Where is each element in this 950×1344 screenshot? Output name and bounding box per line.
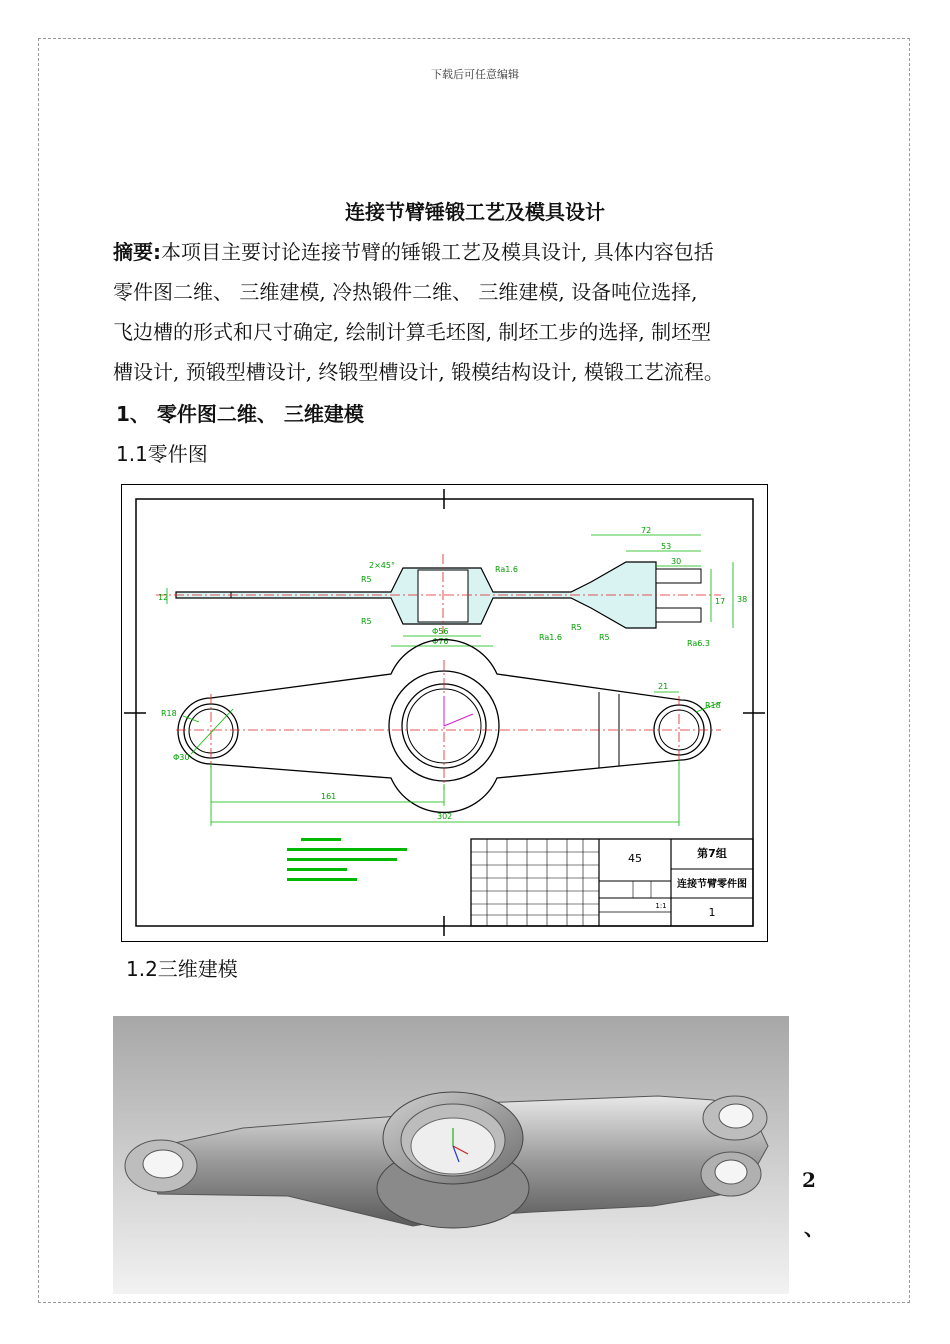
dim-phi56: Φ56 (432, 627, 449, 636)
abstract-line-1: 摘要:本项目主要讨论连接节臂的锤锻工艺及模具设计, 具体内容包括 (113, 240, 714, 264)
roughness-b: Ra1.6 (539, 633, 563, 642)
section-heading-1-2: 1.2三维建模 (126, 957, 238, 981)
roughness-a: Ra1.6 (495, 565, 519, 574)
abstract-paragraph (113, 232, 853, 392)
roughness-c: Ra6.3 (687, 639, 711, 648)
dim-17: 17 (715, 597, 726, 606)
dim-72: 72 (641, 526, 652, 535)
abstract-line-4: 槽设计, 预锻型槽设计, 终锻型槽设计, 锻模结构设计, 模锻工艺流程。 (113, 360, 724, 384)
radius-r18-right: R18 (705, 701, 721, 710)
radius-r5-b: R5 (361, 617, 372, 626)
dim-phi76: Φ76 (432, 637, 449, 646)
radius-r18-left: R18 (161, 709, 177, 718)
group-label: 第7组 (697, 847, 727, 860)
material-label: 45 (628, 852, 642, 865)
chamfer-label: 2×45° (369, 561, 395, 570)
section-heading-1-1: 1.1零件图 (116, 442, 208, 466)
document-title: 连接节臂锤锻工艺及模具设计 (345, 200, 605, 224)
abstract-line-2: 零件图二维、 三维建模, 冷热锻件二维、 三维建模, 设备吨位选择, (113, 280, 698, 304)
3d-model-render (113, 1016, 789, 1294)
dim-161: 161 (321, 792, 337, 801)
dim-302: 302 (437, 812, 453, 821)
scale-label: 1:1 (655, 902, 667, 910)
header-note: 下载后可任意编辑 (431, 68, 519, 81)
section-heading-1: 1、 零件图二维、 三维建模 (116, 402, 364, 426)
dim-53: 53 (661, 542, 672, 551)
radius-r5-c: R5 (571, 623, 582, 632)
quantity-label: 1 (708, 906, 716, 919)
part-drawing (121, 484, 768, 942)
dim-phi30: Φ30 (173, 753, 190, 762)
radius-r5-a: R5 (361, 575, 372, 584)
abstract-label: 摘要: (113, 240, 161, 264)
side-number: 2 (802, 1168, 816, 1192)
dim-30: 30 (671, 557, 682, 566)
radius-r5-d: R5 (599, 633, 610, 642)
dim-38: 38 (737, 595, 748, 604)
dim-21: 21 (658, 682, 669, 691)
dim-12: 12 (158, 593, 169, 602)
part-name-label: 连接节臂零件图 (677, 879, 747, 890)
side-mark: 、 (804, 1216, 824, 1240)
abstract-line-3: 飞边槽的形式和尺寸确定, 绘制计算毛坯图, 制坯工步的选择, 制坯型 (113, 320, 712, 344)
